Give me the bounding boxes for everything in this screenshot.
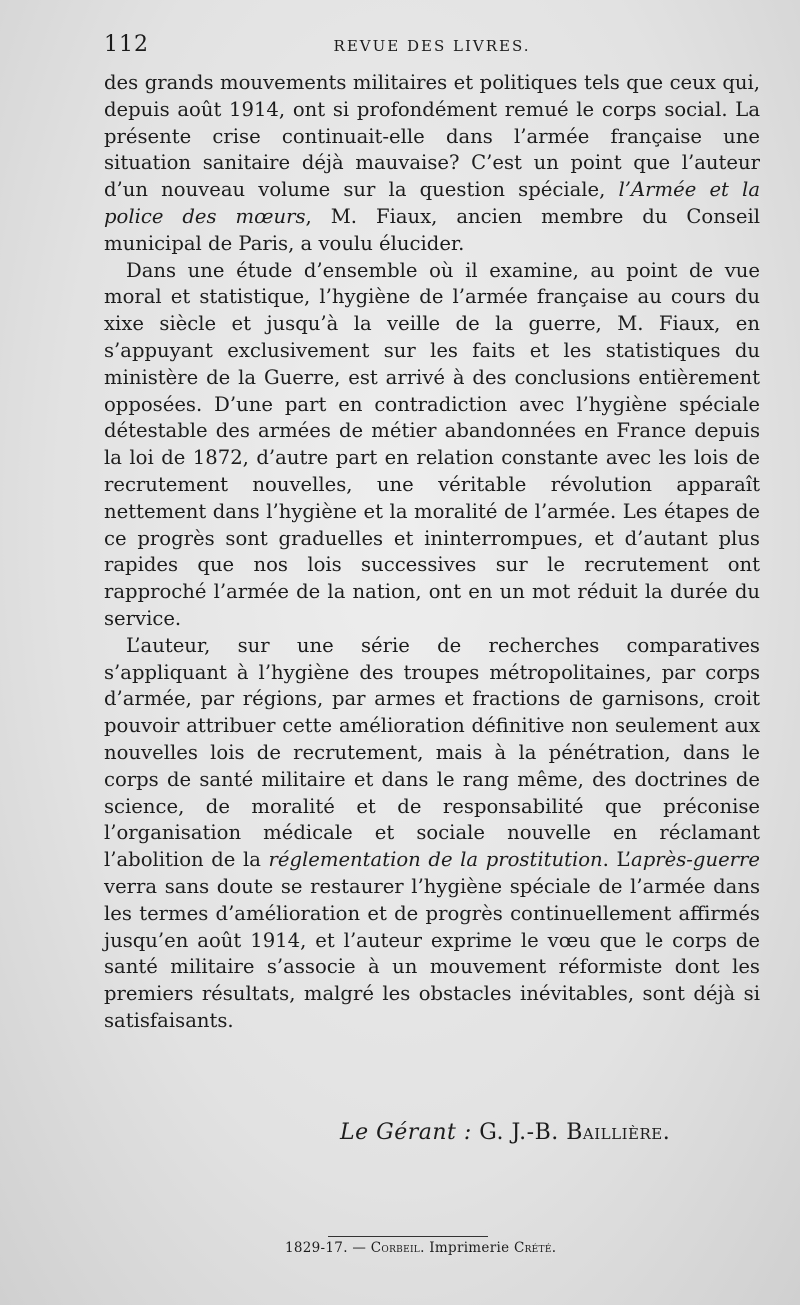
paragraph-2: Dans une étude d’ensemble où il examine, au point de vue moral et statistique, l’hygiène de l’armée française au cours du xixe siècle et jusqu’à la veille de la guerre, M. Fiaux, en s’appuyant exclusivement sur les faits et les statistiques du ministère de la Guerre, est arrivé à des conclusions entièrement opposées. D’une part en contradiction avec l’hygiène spéciale détestable des armées de métier abandonnées en France depuis la loi de 1872, d’autre part en relation constante avec les lois de recrutement nouvelles, une véritable révolution apparaît nettement dans l’hygiène et la moralité de l’armée. Les étapes de ce progrès sont graduelles et ininterrompues, et d’autant plus rapides que nos lois successives sur le recrutement ont rapproché l’armée de la nation, ont en un mot réduit la durée du service.: [104, 258, 760, 630]
running-head: [104, 32, 760, 62]
imprint-code: 1829-17. —: [285, 1240, 367, 1256]
imprint-city: Corbeil.: [370, 1240, 425, 1256]
paragraph-3-text: L’auteur, sur une série de recherches comparatives s’appliquant à l’hygiène des troupes métropolitaines, par corps d’armée, par régions, par armes et fractions de garnisons, croit pouvoir attribuer cette amélioration définitive non seulement aux nouvelles lois de recrutement, mais à la pénétration, dans le corps de santé militaire et dans le rang même, des doctrines de science, de moralité et de responsabilité que préconise l’organisation médicale et sociale nouvelle en réclamant l’abolition de la: [104, 633, 760, 872]
imprint-line: [285, 1240, 556, 1256]
paragraph-1: [104, 70, 760, 258]
paragraph-1-text: des grands mouvements militaires et politiques tels que ceux qui, depuis août 1914, ont si profondément remué le corps social. La présente crise continuait-elle dans l’armée française une situation sanitaire déjà mauvaise? C’est un point que l’auteur d’un nouveau volume sur la question spéciale,: [104, 71, 760, 202]
running-title: REVUE DES LIVRES.: [333, 37, 531, 55]
review-body: [104, 70, 760, 1035]
paragraph-1-end: , M. Fiaux, ancien membre du Conseil municipal de Paris, a voulu élucider.: [104, 204, 760, 255]
page-number: 112: [104, 32, 149, 57]
paragraph-3-end: verra sans doute se restaurer l’hygiène spéciale de l’armée dans les termes d’amélioration et de progrès continuellement affirmés jusqu’en août 1914, et l’auteur exprime le vœu que le corps de santé militaire s’associe à un mouvement réformiste dont les premiers résultats, malgré les obstacles inévitables, sont déjà si satisfaisants.: [104, 874, 760, 1032]
paragraph-3: [104, 633, 760, 1035]
italic-phrase-reglementation: réglementation de la prostitution: [268, 848, 603, 872]
signature-name: G. J.-B. Baillière.: [479, 1120, 671, 1145]
signature-line: [340, 1120, 670, 1145]
imprint-rule: [328, 1236, 488, 1237]
paragraph-3-mid: . L’: [602, 848, 632, 872]
signature-label: Le Gérant :: [340, 1120, 472, 1145]
book-title-italic: l’Armée et la police des mœurs: [104, 178, 761, 228]
italic-phrase-apres-guerre: après-guerre: [631, 848, 760, 872]
imprint-printer-name: Crété.: [513, 1240, 557, 1256]
imprint-printer: Imprimerie: [429, 1240, 510, 1256]
